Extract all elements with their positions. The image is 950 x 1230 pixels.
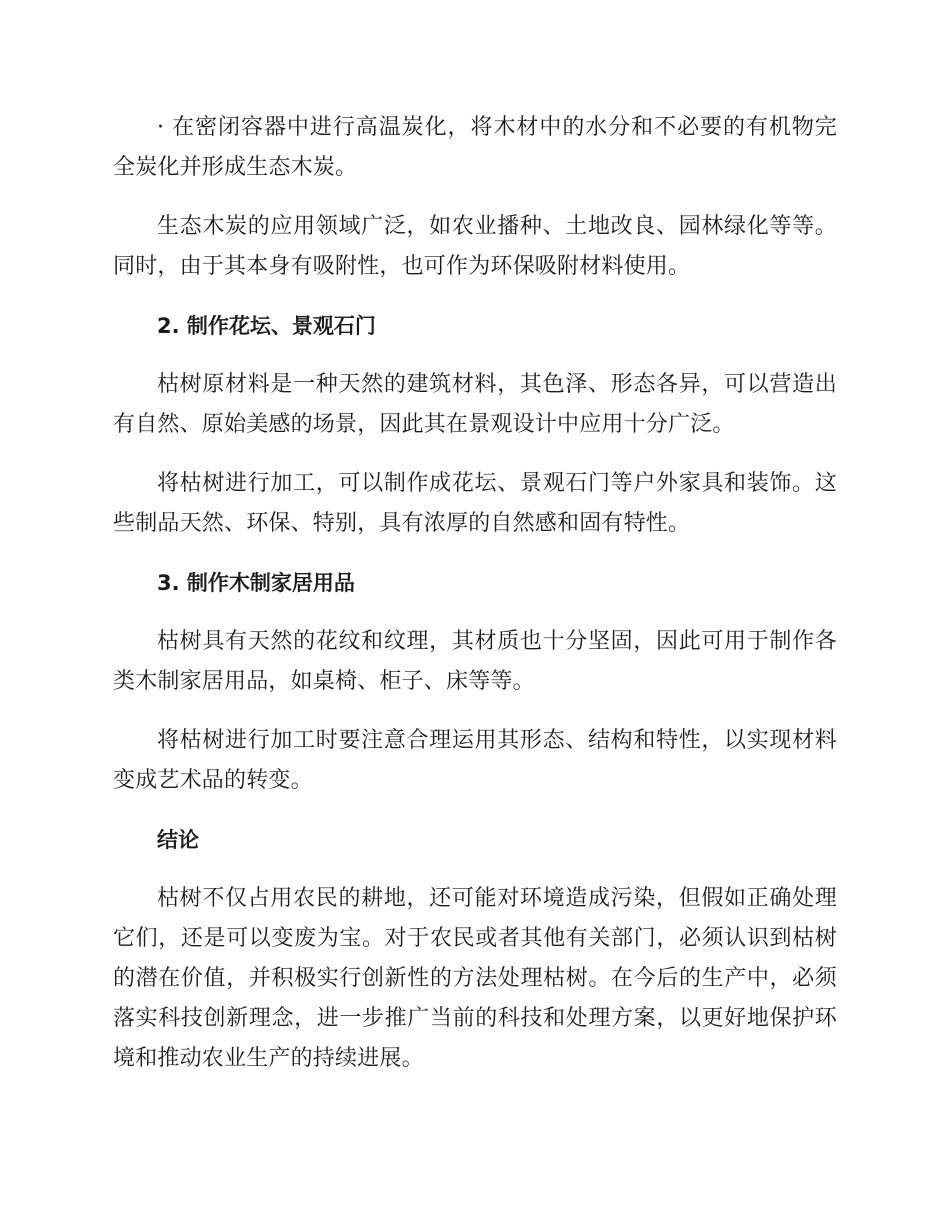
section-heading-flower-beds: 2. 制作花坛、景观石门 bbox=[157, 314, 376, 338]
paragraph-raw-material: 枯树原材料是一种天然的建筑材料，其色泽、形态各异，可以营造出有自然、原始美感的场景，因此其在景观设计中应用十分广泛。 bbox=[113, 372, 837, 437]
paragraph-processing-art: 将枯树进行加工时要注意合理运用其形态、结构和特性，以实现材料变成艺术品的转变。 bbox=[113, 728, 837, 793]
paragraph-processing-outdoor: 将枯树进行加工，可以制作成花坛、景观石门等户外家具和装饰。这些制品天然、环保、特别，具有浓厚的自然感和固有特性。 bbox=[113, 471, 837, 536]
section-heading-conclusion: 结论 bbox=[157, 828, 199, 852]
paragraph-charcoal-applications: 生态木炭的应用领域广泛，如农业播种、土地改良、园林绿化等等。同时，由于其本身有吸附性，也可作为环保吸附材料使用。 bbox=[113, 214, 837, 279]
paragraph-conclusion: 枯树不仅占用农民的耕地，还可能对环境造成污染，但假如正确处理它们，还是可以变废为宝。对于农民或者其他有关部门，必须认识到枯树的潜在价值，并积极实行创新性的方法处理枯树。在今后的生产中，必须落实科技创新理念，进一步推广当前的科技和处理方案，以更好地保护环境和推动农业生产的持续进展。 bbox=[113, 886, 837, 1071]
bullet-paragraph-carbonization: · 在密闭容器中进行高温炭化，将木材中的水分和不必要的有机物完全炭化并形成生态木炭。 bbox=[113, 115, 837, 180]
document-body bbox=[113, 108, 837, 1098]
paragraph-texture: 枯树具有天然的花纹和纹理，其材质也十分坚固，因此可用于制作各类木制家居用品，如桌椅、柜子、床等等。 bbox=[113, 629, 837, 694]
section-heading-furniture: 3. 制作木制家居用品 bbox=[157, 571, 355, 595]
